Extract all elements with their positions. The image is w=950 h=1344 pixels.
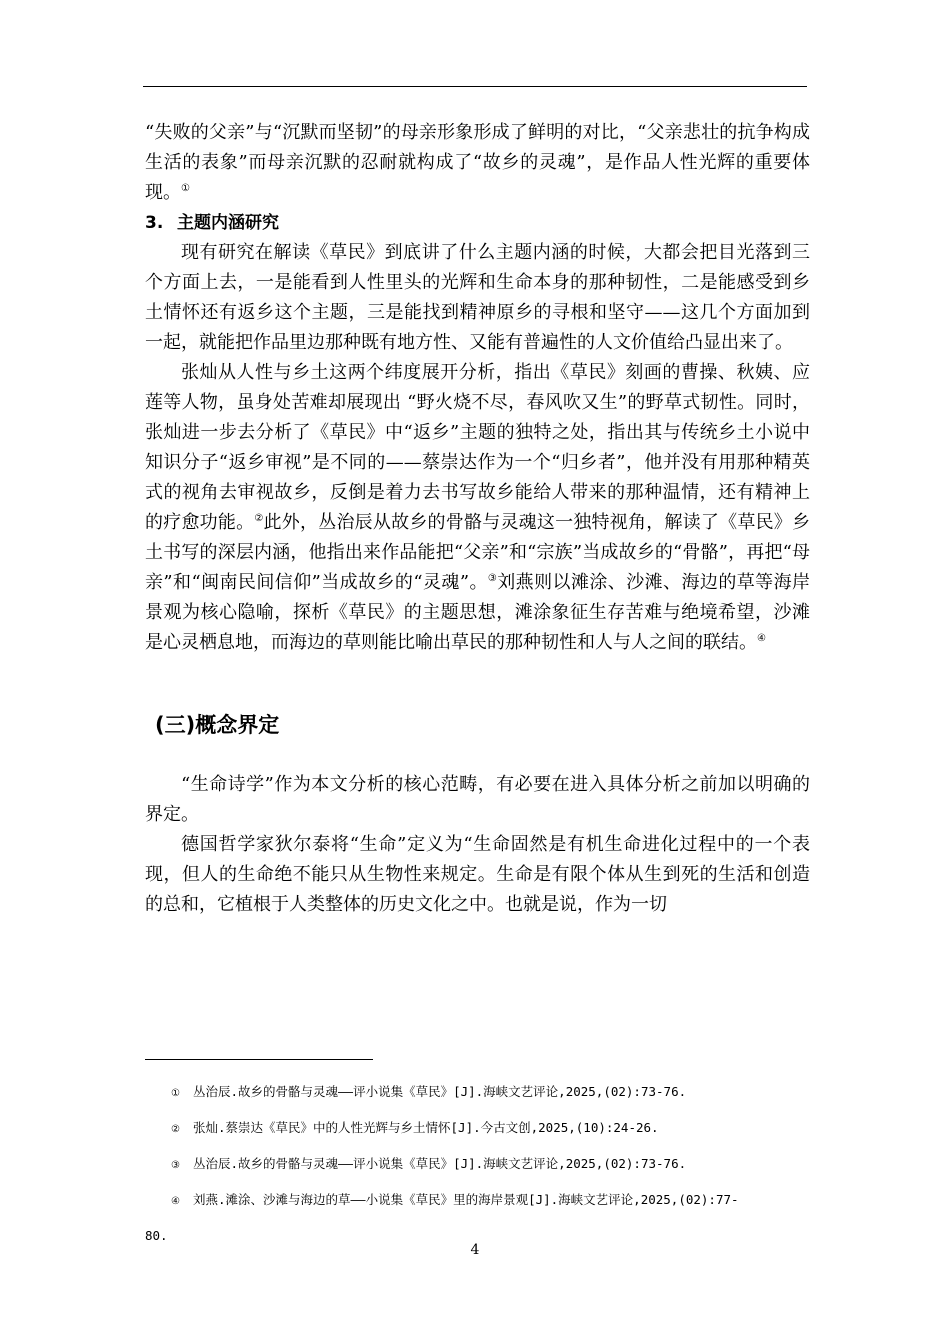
footnote-3: [145, 1147, 810, 1183]
footnote-1: [145, 1075, 810, 1111]
footnote-ref-2[interactable]: ②: [254, 513, 264, 524]
paragraph-theme-scholars: [145, 358, 810, 658]
footnote-mark: ④: [171, 1196, 180, 1207]
footnote-text: 丛治辰.故乡的骨骼与灵魂——评小说集《草民》[J].海峡文艺评论,2025,(02):73-76.: [193, 1084, 687, 1099]
footnote-mark: ②: [171, 1124, 180, 1135]
footnote-mark: ③: [171, 1160, 180, 1171]
footnote-text-continued: 80.: [145, 1228, 168, 1243]
main-text: [145, 118, 810, 920]
footnote-text: 刘燕.滩涂、沙滩与海边的草——小说集《草民》里的海岸景观[J].海峡文艺评论,2025,(02):77-: [193, 1192, 739, 1207]
paragraph-text: 此外，丛治辰从故乡的骨骼与灵魂这一独特视角，解读了《草民》乡土书写的深层内涵，他指出来作品能把“父亲”和“宗族”当成故乡的“骨骼”，再把“母亲”和“闽南民间信仰”当成故乡的“灵魂”。: [145, 512, 811, 593]
paragraph-text: 现有研究在解读《草民》到底讲了什么主题内涵的时候，大都会把目光落到三个方面上去，一是能看到人性里头的光辉和生命本身的那种韧性，二是能感受到乡土情怀还有返乡这个主题，三是能找到精神原乡的寻根和坚守——这几个方面加到一起，就能把作品里边那种既有地方性、又能有普遍性的人文价值给凸显出来了。: [145, 242, 810, 353]
paragraph-text: 刘燕则以滩涂、沙滩、海边的草等海岸景观为核心隐喻，探析《草民》的主题思想，滩涂象征生存苦难与绝境希望，沙滩是心灵栖息地，而海边的草则能比喻出草民的那种韧性和人与人之间的联结。: [145, 572, 811, 653]
footnote-text: 丛治辰.故乡的骨骼与灵魂——评小说集《草民》[J].海峡文艺评论,2025,(02):73-76.: [193, 1156, 687, 1171]
paragraph-text: 德国哲学家狄尔泰将“生命”定义为“生命固然是有机生命进化过程中的一个表现，但人的生命绝不能只从生物性来规定。生命是有限个体从生到死的生活和创造的总和，它植根于人类整体的历史文化之中。也就是说，作为一切: [145, 834, 810, 915]
header-rule: [143, 86, 807, 87]
subsection-heading: [145, 208, 810, 238]
page-number: 4: [470, 1242, 480, 1258]
footnote-text: 张灿.蔡崇达《草民》中的人性光辉与乡土情怀[J].今古文创,2025,(10):24-26.: [193, 1120, 659, 1135]
paragraph-text: 张灿从人性与乡土这两个纬度展开分析，指出《草民》刻画的曹操、秋姨、应莲等人物，虽身处苦难却展现出 “野火烧不尽，春风吹又生”的野草式韧性。同时，张灿进一步去分析了《草民》中“返乡”主题的独特之处，指出其与传统乡土小说中知识分子“返乡审视”是不同的——蔡崇达作为一个“归乡者”，他并没有用那种精英式的视角去审视故乡，反倒是着力去书写故乡能给人带来的那种温情，还有精神上的疗愈功能。: [145, 362, 810, 533]
subsection-number: 3.: [145, 213, 164, 233]
paragraph-mother-contrast: [145, 118, 810, 208]
section-heading: (三)概念界定: [155, 713, 280, 737]
paragraph-text: “生命诗学”作为本文分析的核心范畴，有必要在进入具体分析之前加以明确的界定。: [145, 774, 810, 825]
subsection-title: 主题内涵研究: [177, 213, 279, 233]
footnote-ref-1[interactable]: ①: [181, 183, 190, 194]
paragraph-theme-overview: [145, 238, 810, 358]
footnote-ref-4[interactable]: ④: [757, 633, 766, 644]
footnotes: [145, 1075, 810, 1253]
paragraph-dilthey: [145, 830, 810, 920]
paragraph-concept-intro: [145, 770, 810, 830]
footnote-ref-3[interactable]: ③: [487, 573, 498, 584]
footnote-separator: [145, 1059, 373, 1060]
footnote-2: [145, 1111, 810, 1147]
paragraph-text: “失败的父亲”与“沉默而坚韧”的母亲形象形成了鲜明的对比，“父亲悲壮的抗争构成生活的表象”而母亲沉默的忍耐就构成了“故乡的灵魂”，是作品人性光辉的重要体现。: [145, 122, 810, 203]
footnote-mark: ①: [171, 1088, 180, 1099]
